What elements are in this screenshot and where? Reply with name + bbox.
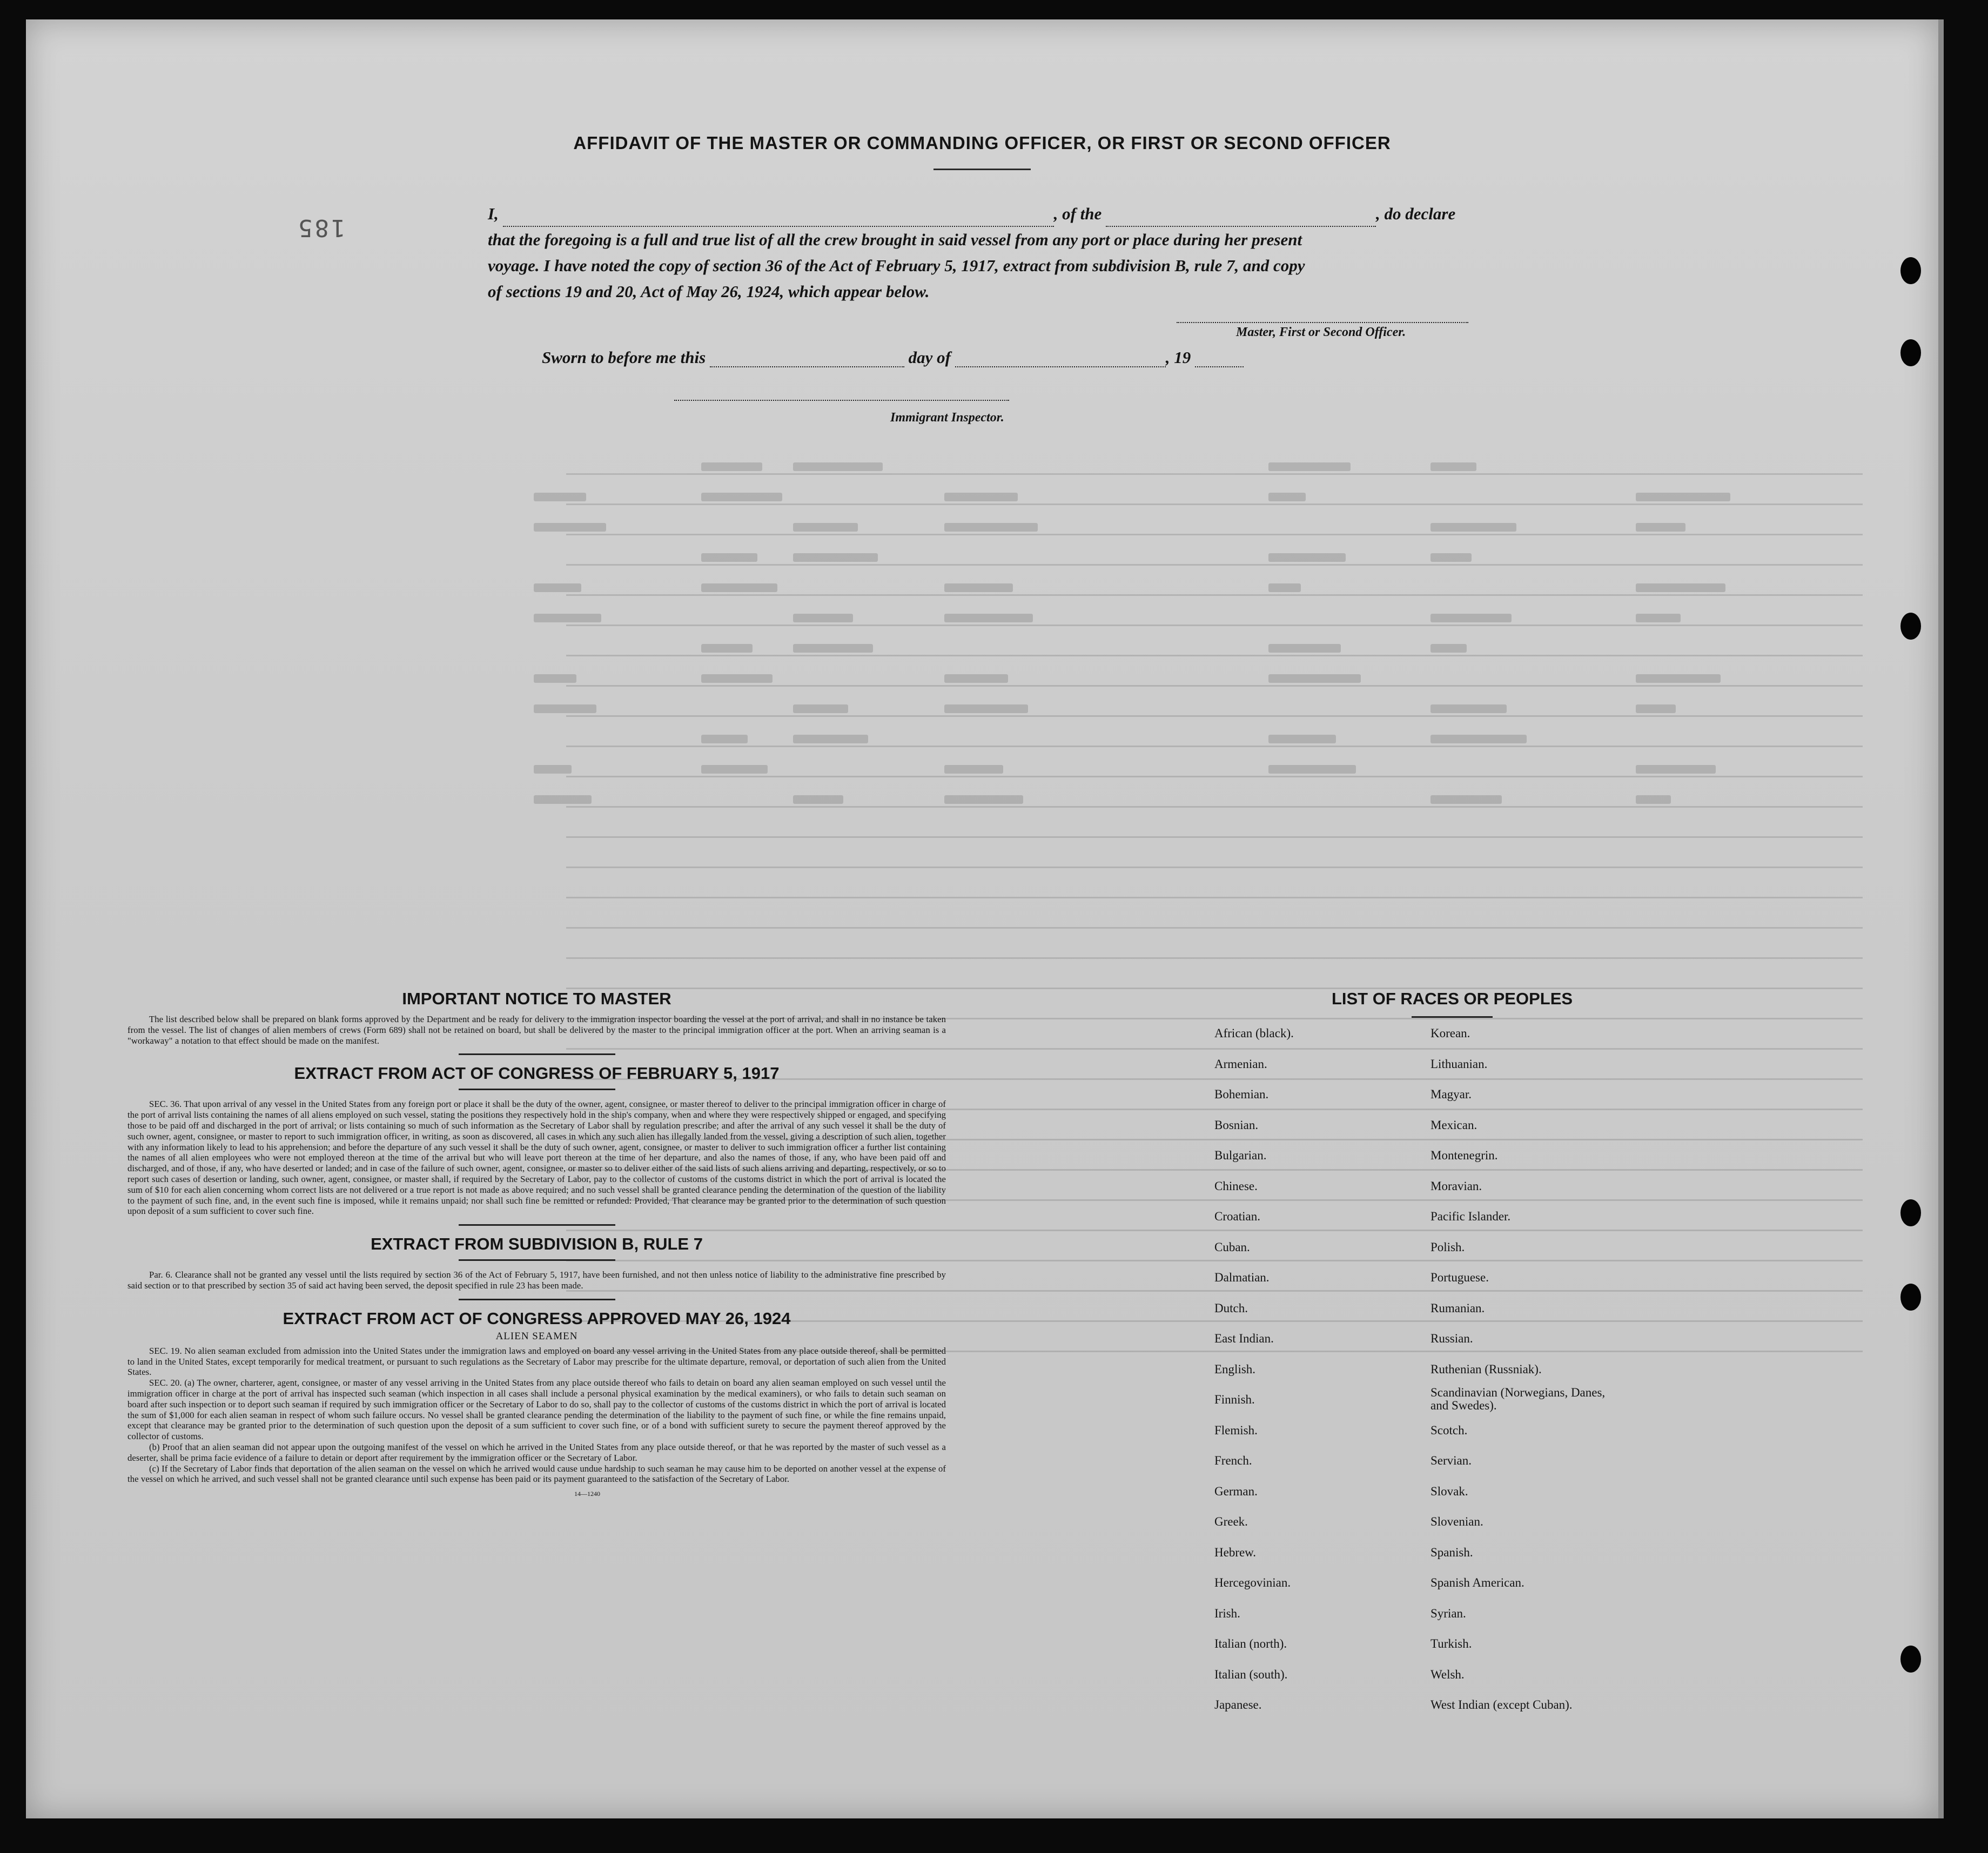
ghost-row-rule	[566, 685, 1863, 687]
race-item: Ruthenian (Russniak).	[1430, 1362, 1542, 1376]
race-item: Chinese.	[1214, 1179, 1258, 1193]
ghost-text-smudge	[793, 704, 848, 713]
ghost-text-smudge	[534, 795, 592, 804]
race-item: German.	[1214, 1484, 1258, 1498]
affidavit-declaration	[488, 201, 1541, 305]
race-item: Slovenian.	[1430, 1515, 1483, 1528]
race-item: Hercegovinian.	[1214, 1576, 1291, 1589]
ghost-text-smudge	[1636, 614, 1681, 622]
race-item: Spanish.	[1430, 1545, 1473, 1559]
ghost-text-smudge	[1268, 765, 1356, 774]
race-item: Cuban.	[1214, 1240, 1250, 1254]
ghost-text-smudge	[534, 493, 586, 501]
ghost-text-smudge	[701, 462, 762, 471]
ghost-text-smudge	[1430, 704, 1507, 713]
race-item: West Indian (except Cuban).	[1430, 1698, 1573, 1711]
divider	[1412, 1016, 1493, 1018]
affidavit-heading	[26, 133, 1938, 153]
declaration-do-declare: , do declare	[1376, 204, 1456, 223]
ghost-text-smudge	[1268, 462, 1351, 471]
ghost-row-rule	[566, 776, 1863, 777]
master-signature-line[interactable]	[1177, 322, 1468, 323]
marginal-number: 185	[296, 214, 346, 241]
master-signature-label: Master, First or Second Officer.	[1236, 325, 1406, 339]
ghost-text-smudge	[534, 614, 601, 622]
ghost-text-smudge	[944, 493, 1018, 501]
ghost-text-smudge	[1636, 493, 1730, 501]
sec20c-body: (c) If the Secretary of Labor finds that deportation of the alien seaman on the vessel on which he arrived would cause undue hardship to such seaman he may cause him to be deported on another vessel at the expense of the vessel on which he arrived, and such vessel shall not be granted clearance until such expense has been paid or its payment guaranteed to the satisfaction of the Secretary of Labor.	[127, 1463, 946, 1485]
ghost-text-smudge	[1430, 614, 1512, 622]
ghost-text-smudge	[1430, 644, 1467, 653]
ghost-text-smudge	[1636, 765, 1716, 774]
legal-extracts-column	[127, 989, 946, 1498]
ghost-text-smudge	[701, 735, 748, 743]
ghost-text-smudge	[1268, 644, 1341, 653]
ghost-row-rule	[566, 957, 1863, 959]
divider	[459, 1259, 615, 1261]
ghost-row-rule	[566, 897, 1863, 898]
race-item: Welsh.	[1430, 1667, 1465, 1681]
sworn-month-blank[interactable]	[955, 366, 1166, 367]
ghost-text-smudge	[944, 614, 1033, 622]
ghost-text-smudge	[534, 583, 581, 592]
sworn-day-of: day of	[908, 348, 951, 367]
sec20a-body: SEC. 20. (a) The owner, charterer, agent, consignee, or master of any vessel arriving in the United States from any place outside thereof who fails to detain on board any alien seaman employed on such vessel until the immigration officer in charge at the port of arrival has inspected such seaman (which inspection in all cases shall include a personal physical examination by the medical examiners), or who fails to detain such seaman on board after such inspection or to deport such seaman if required by such immigration officer or the Secretary of Labor to do so, shall pay to the collector of customs of the customs district in which the port of arrival is located the sum of $1,000 for each alien seaman in respect of whom such failure occurs. No vessel shall be granted clearance pending the determination of the liability to the payment of such fine, or while the fine remains unpaid, except that clearance may be granted prior to the determination of such question upon the deposit of a sum sufficient to cover such fine, or of a bond with sufficient surety to secure the payment thereof approved by the collector of customs.	[127, 1378, 946, 1442]
race-item: Syrian.	[1430, 1606, 1466, 1620]
ghost-text-smudge	[1268, 493, 1306, 501]
extract-1917-body: SEC. 36. That upon arrival of any vessel in the United States from any foreign port or place it shall be the duty of the owner, agent, consignee, or master thereof to deliver to the principal immigration officer in charge of the port of arrival lists containing the names of all aliens employed on such vessel, stating the positions they respectively hold in the ship's company, when and where they were respectively shipped or engaged, and specifying those to be paid off and discharged in the port of arrival; or lists containing so much of such information as the Secretary of Labor shall by regulation prescribe; and after the arrival of any such vessel it shall be the duty of such owner, agent, consignee, or master to report to such immigration officer, in writing, as soon as discovered, all cases in which any such alien has illegally landed from the vessel, giving a description of such alien, together with any information likely to lead to his apprehension; and before the departure of any such vessel it shall be the duty of such owner, agent, consignee, or master to deliver to such immigration officer a further list containing the names of all alien employees who were not employed thereon at the time of the arrival but who will leave port thereon at the time of her departure, and also the names of those, if any, who have been paid off and discharged, and of those, if any, who have deserted or landed; and in case of the failure of such owner, agent, consignee, or master so to deliver either of the said lists of such aliens arriving and departing, respectively, or so to report such cases of desertion or landing, such owner, agent, consignee, or master shall, if required by the Secretary of Labor, pay to the collector of customs of the customs district in which the port of arrival is located the sum of $10 for each alien concerning whom correct lists are not delivered or a true report is not made as above required; and no such vessel shall be granted clearance pending the determination of the question of the liability to the payment of such fine, and, in the event such fine is imposed, while it remains unpaid; nor shall such fine be remitted or refunded: Provided, That clearance may be granted prior to the determination of such question upon deposit of a sum sufficient to cover such fine.	[127, 1099, 946, 1217]
ghost-text-smudge	[701, 644, 753, 653]
race-item: Bohemian.	[1214, 1087, 1269, 1101]
ghost-text-smudge	[793, 735, 868, 743]
ghost-row-rule	[566, 594, 1863, 596]
form-number: 14—1240	[574, 1490, 600, 1498]
race-item: Korean.	[1430, 1026, 1470, 1040]
race-item: Irish.	[1214, 1606, 1240, 1620]
ghost-text-smudge	[1636, 674, 1721, 683]
ghost-text-smudge	[1268, 553, 1346, 562]
race-item: Moravian.	[1430, 1179, 1482, 1193]
divider	[459, 1089, 615, 1090]
affidavit-title: AFFIDAVIT OF THE MASTER OR COMMANDING OFFICER, OR FIRST OR SECOND OFFICER	[573, 133, 1391, 153]
race-item: Finnish.	[1214, 1393, 1255, 1406]
inspector-signature-label: Immigrant Inspector.	[890, 411, 1004, 425]
race-item: Flemish.	[1214, 1423, 1258, 1437]
punch-hole	[1900, 1284, 1921, 1311]
race-item: Italian (north).	[1214, 1637, 1287, 1650]
race-item: Japanese.	[1214, 1698, 1262, 1711]
divider	[459, 1299, 615, 1300]
ghost-text-smudge	[1636, 583, 1725, 592]
punch-hole	[1900, 1646, 1921, 1673]
ghost-text-smudge	[701, 674, 773, 683]
race-item: Bosnian.	[1214, 1118, 1259, 1132]
ghost-text-smudge	[1430, 735, 1527, 743]
ghost-text-smudge	[534, 523, 606, 532]
races-column	[1187, 989, 1717, 1729]
inspector-signature-line[interactable]	[674, 400, 1009, 401]
race-item: Montenegrin.	[1430, 1149, 1498, 1162]
rule7-body: Par. 6. Clearance shall not be granted any vessel until the lists required by section 36 of the Act of February 5, 1917, have been furnished, and not then unless notice of liability to the administrative fine prescribed by said section or to that prescribed by section 35 of said act having been served, the deposit specified in rule 23 has been made.	[127, 1270, 946, 1291]
race-item: Magyar.	[1430, 1087, 1472, 1101]
rule7-title: EXTRACT FROM SUBDIVISION B, RULE 7	[371, 1234, 703, 1254]
race-item: Croatian.	[1214, 1210, 1260, 1223]
ghost-text-smudge	[1268, 735, 1336, 743]
punch-hole	[1900, 339, 1921, 366]
divider	[459, 1224, 615, 1226]
declaration-of-the: , of the	[1053, 204, 1102, 223]
race-item: African (black).	[1214, 1026, 1294, 1040]
race-item: Mexican.	[1430, 1118, 1477, 1132]
ghost-text-smudge	[1636, 795, 1671, 804]
race-item: Servian.	[1430, 1454, 1472, 1467]
ghost-text-smudge	[1430, 462, 1476, 471]
race-item: Dutch.	[1214, 1301, 1248, 1315]
ghost-text-smudge	[793, 553, 878, 562]
races-list	[1187, 1026, 1717, 1729]
ghost-row-rule	[566, 534, 1863, 535]
declaration-line-1	[488, 201, 1541, 227]
race-item: Scandinavian (Norwegians, Danes, and Swedes).	[1430, 1386, 1606, 1412]
race-item: East Indian.	[1214, 1332, 1274, 1345]
ghost-text-smudge	[944, 523, 1038, 532]
ghost-row-rule	[566, 473, 1863, 475]
ghost-text-smudge	[701, 765, 768, 774]
sec20b-body: (b) Proof that an alien seaman did not appear upon the outgoing manifest of the vessel on which he arrived in the United States from any place outside thereof, or that he was reported by the master of such vessel as a deserter, shall be prima facie evidence of a failure to detain or deport after requirement by the immigration officer or the Secretary of Labor.	[127, 1441, 946, 1463]
race-item: Bulgarian.	[1214, 1149, 1267, 1162]
ghost-text-smudge	[701, 493, 782, 501]
ghost-text-smudge	[1430, 553, 1472, 562]
race-item: Greek.	[1214, 1515, 1248, 1528]
ghost-text-smudge	[534, 704, 596, 713]
race-item: Lithuanian.	[1430, 1057, 1488, 1071]
races-title: LIST OF RACES OR PEOPLES	[1331, 989, 1573, 1008]
race-item: Hebrew.	[1214, 1545, 1257, 1559]
ghost-row-rule	[566, 746, 1863, 747]
notice-body: The list described below shall be prepared on blank forms approved by the Department and be ready for delivery to the immigration inspector boarding the vessel at the port of arrival, and shall in no instance be taken from the vessel. The list of changes of alien members of crews (Form 689) shall not be retained on board, but shall be delivered by the master to the principal immigration officer at the port. When an arriving seaman is a "workaway" a notation to that effect should be made on the manifest.	[127, 1014, 946, 1046]
ghost-text-smudge	[701, 553, 757, 562]
race-item: Slovak.	[1430, 1484, 1468, 1498]
ghost-text-smudge	[1636, 523, 1685, 532]
ghost-text-smudge	[793, 462, 883, 471]
ghost-text-smudge	[944, 795, 1023, 804]
alien-seamen-subtitle: ALIEN SEAMEN	[495, 1330, 578, 1342]
punch-hole	[1900, 1199, 1921, 1226]
race-item: Portuguese.	[1430, 1271, 1489, 1284]
ghost-row-rule	[566, 927, 1863, 929]
race-item: Turkish.	[1430, 1637, 1472, 1650]
race-item: Scotch.	[1430, 1423, 1468, 1437]
sworn-line	[542, 348, 1244, 367]
document-page	[26, 19, 1944, 1818]
ghost-row-rule	[566, 867, 1863, 868]
divider	[459, 1053, 615, 1055]
extract-1924-title: EXTRACT FROM ACT OF CONGRESS APPROVED MAY 26, 1924	[283, 1308, 791, 1328]
notice-title: IMPORTANT NOTICE TO MASTER	[402, 989, 671, 1008]
extract-1917-title: EXTRACT FROM ACT OF CONGRESS OF FEBRUARY 5, 1917	[294, 1064, 780, 1083]
declaration-line-4: of sections 19 and 20, Act of May 26, 1924, which appear below.	[488, 282, 930, 301]
ghost-text-smudge	[944, 765, 1003, 774]
ghost-text-smudge	[793, 523, 858, 532]
punch-hole	[1900, 613, 1921, 640]
ghost-text-smudge	[1268, 583, 1301, 592]
race-item: Spanish American.	[1430, 1576, 1524, 1589]
ghost-row-rule	[566, 625, 1863, 626]
ghost-text-smudge	[534, 674, 576, 683]
race-item: Dalmatian.	[1214, 1271, 1270, 1284]
ghost-row-rule	[566, 503, 1863, 505]
race-item: Pacific Islander.	[1430, 1210, 1511, 1223]
ghost-text-smudge	[1636, 704, 1676, 713]
ghost-text-smudge	[1268, 674, 1361, 683]
ghost-text-smudge	[701, 583, 777, 592]
ghost-row-rule	[566, 564, 1863, 566]
ghost-text-smudge	[944, 704, 1028, 713]
ghost-text-smudge	[944, 674, 1008, 683]
ghost-text-smudge	[1430, 523, 1516, 532]
ghost-row-rule	[566, 806, 1863, 808]
divider	[933, 169, 1031, 170]
ghost-text-smudge	[793, 795, 843, 804]
sworn-prefix: Sworn to before me this	[542, 348, 706, 367]
race-item: English.	[1214, 1362, 1256, 1376]
race-item: Polish.	[1430, 1240, 1465, 1254]
ghost-text-smudge	[534, 765, 572, 774]
declaration-line-3: voyage. I have noted the copy of section 36 of the Act of February 5, 1917, extract from subdivision B, rule 7, and copy	[488, 256, 1305, 275]
punch-hole	[1900, 257, 1921, 284]
declaration-line-2: that the foregoing is a full and true list of all the crew brought in said vessel from any port or place during her present	[488, 230, 1302, 249]
sworn-year: , 19	[1165, 348, 1191, 367]
declaration-i: I,	[488, 204, 499, 223]
ghost-text-smudge	[793, 614, 853, 622]
race-item: Armenian.	[1214, 1057, 1267, 1071]
sworn-date-blank[interactable]	[710, 366, 904, 367]
race-item: French.	[1214, 1454, 1252, 1467]
ghost-text-smudge	[793, 644, 873, 653]
sec19-body: SEC. 19. No alien seaman excluded from admission into the United States under the immigration laws and employed on board any vessel arriving in the United States from any place outside thereof, shall be permitted to land in the United States, except temporarily for medical treatment, or pursuant to such regulations as the Secretary of Labor may prescribe for the ultimate departure, removal, or deportation of such alien from the United States.	[127, 1345, 946, 1378]
ghost-row-rule	[566, 655, 1863, 656]
ghost-text-smudge	[944, 583, 1013, 592]
ghost-text-smudge	[1430, 795, 1502, 804]
sworn-year-blank[interactable]	[1195, 366, 1244, 367]
race-item: Russian.	[1430, 1332, 1473, 1345]
race-item: Italian (south).	[1214, 1667, 1288, 1681]
ghost-row-rule	[566, 836, 1863, 838]
ghost-row-rule	[566, 715, 1863, 717]
race-item: Rumanian.	[1430, 1301, 1485, 1315]
